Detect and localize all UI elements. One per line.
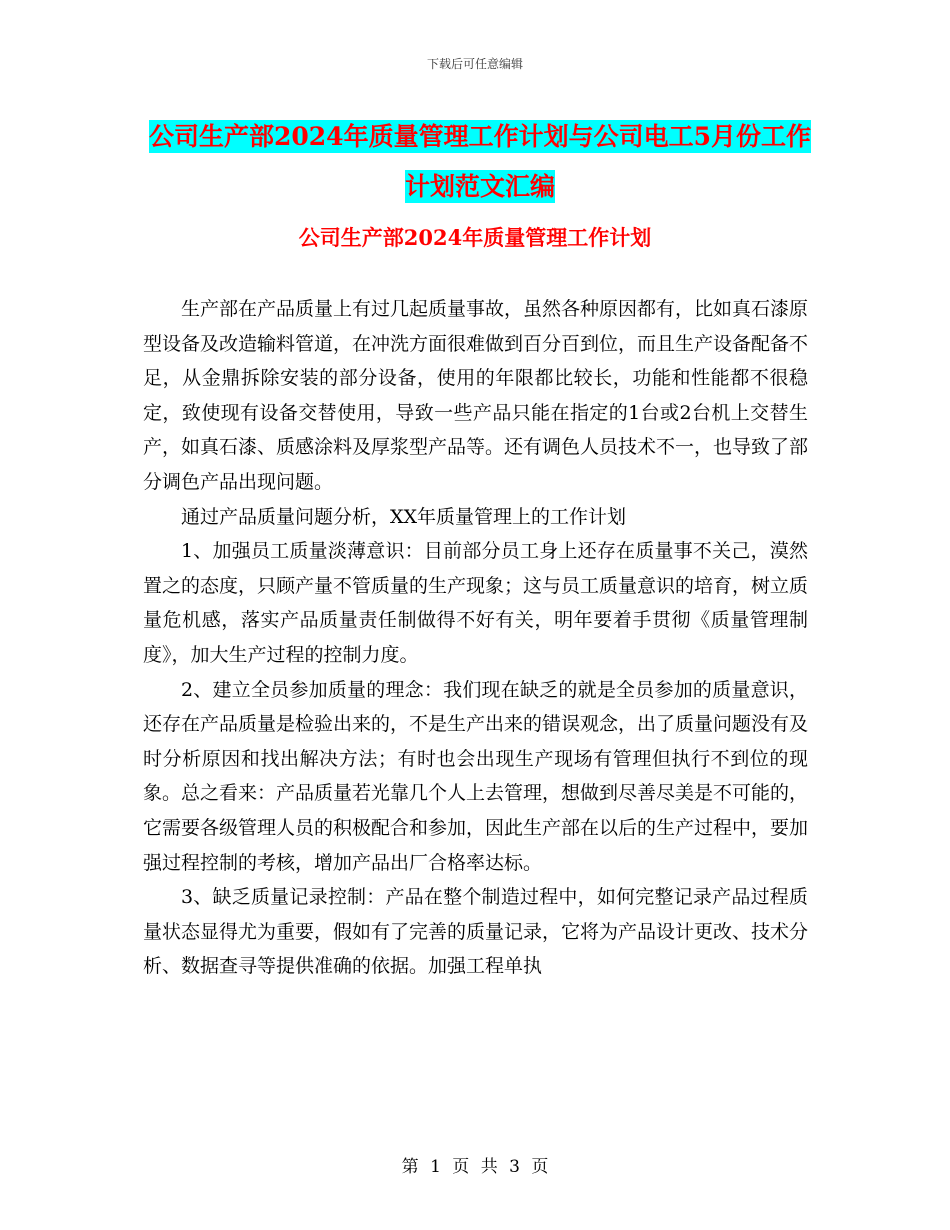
page-number: 第 1 页 共 3 页 — [401, 1157, 549, 1177]
document-title — [145, 112, 815, 212]
paragraph: 2、建立全员参加质量的理念：我们现在缺乏的就是全员参加的质量意识，还存在产品质量是检验出来的，不是生产出来的错误观念，出了质量问题没有及时分析原因和找出解决方法；有时也会出现生产现场有管理但执行不到位的现象。总之看来：产品质量若光靠几个人上去管理，想做到尽善尽美是不可能的，它需要各级管理人员的积极配合和参加，因此生产部在以后的生产过程中，要加强过程控制的考核，增加产品出厂合格率达标。 — [143, 678, 809, 874]
section-title: 公司生产部2024年质量管理工作计划 — [298, 225, 652, 250]
document-title-text: 公司生产部2024年质量管理工作计划与公司电工5月份工作计划范文汇编 — [149, 122, 811, 201]
paragraph: 1、加强员工质量淡薄意识：目前部分员工身上还存在质量事不关己，漠然置之的态度，只顾产量不管质量的生产现象；这与员工质量意识的培育，树立质量危机感，落实产品质量责任制做得不好有关，明年要着手贯彻《质量管理制度》，加大生产过程的控制力度。 — [143, 540, 809, 666]
document-body — [143, 292, 808, 984]
paragraph: 生产部在产品质量上有过几起质量事故，虽然各种原因都有，比如真石漆原型设备及改造输料管道，在冲洗方面很难做到百分百到位，而且生产设备配备不足，从金鼎拆除安装的部分设备，使用的年限都比较长，功能和性能都不很稳定，致使现有设备交替使用，导致一些产品只能在指定的1台或2台机上交替生产，如真石漆、质感涂料及厚浆型产品等。还有调色人员技术不一，也导致了部分调色产品出现问题。 — [143, 298, 809, 493]
paragraph: 3、缺乏质量记录控制：产品在整个制造过程中，如何完整记录产品过程质量状态显得尤为重要，假如有了完善的质量记录，它将为产品设计更改、技术分析、数据查寻等提供准确的依据。加强工程单执 — [143, 886, 809, 978]
header-note: 下载后可任意编辑 — [426, 57, 523, 71]
paragraph: 通过产品质量问题分析，XX年质量管理上的工作计划 — [181, 505, 627, 528]
